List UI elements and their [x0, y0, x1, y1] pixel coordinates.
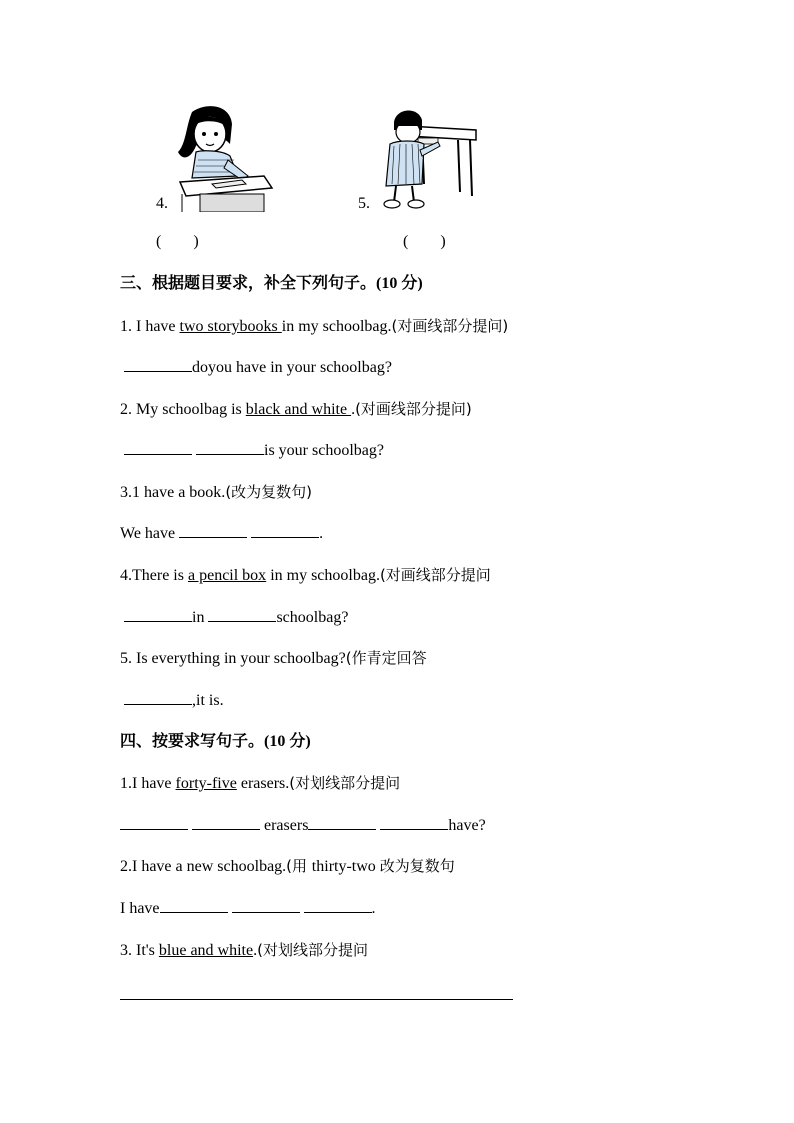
- s3-a5-text: ,it is.: [192, 692, 224, 709]
- s3-a1-text: doyou have in your schoolbag?: [192, 359, 392, 376]
- picture-5-number: 5.: [358, 195, 370, 212]
- s4-question-3: [120, 940, 368, 961]
- section-3-title: 三、根据题目要求，补全下列句子。: [120, 273, 377, 292]
- s4-q2-instruction-end: 改为复数句: [379, 857, 455, 875]
- s3-question-4: [120, 565, 491, 586]
- s3-q1-text: 1. I have: [120, 318, 180, 335]
- s4-a2-blank-2[interactable]: [232, 898, 300, 913]
- s4-answer-2: [120, 898, 376, 919]
- s3-q2-instruction: (对画线部分提问): [355, 400, 472, 418]
- s4-a1-blank-2[interactable]: [192, 815, 260, 830]
- picture-girl-at-desk: [172, 104, 274, 212]
- s3-answer-3: [120, 523, 323, 544]
- section-3-heading: [120, 273, 423, 294]
- s3-q4-text-end: in my schoolbag.: [266, 567, 380, 584]
- s3-a2-blank-2[interactable]: [196, 440, 264, 455]
- s4-answer-1: [120, 815, 486, 836]
- s3-answer-4: [124, 607, 348, 628]
- s3-a4-blank-1[interactable]: [124, 607, 192, 622]
- s3-q5-text: 5. Is everything in your schoolbag?: [120, 650, 346, 667]
- s3-a3-text-end: .: [319, 525, 324, 542]
- s3-a3-text: We have: [120, 525, 180, 542]
- s4-q2-instruction-start: (用: [286, 857, 312, 875]
- answer-bracket-4[interactable]: ( ): [156, 233, 199, 250]
- s3-question-5: [120, 648, 427, 669]
- s3-a4-text-end: schoolbag?: [276, 609, 349, 626]
- s3-a3-blank-2[interactable]: [251, 523, 319, 538]
- s3-question-3: [120, 482, 312, 503]
- s3-q1-underlined: two storybooks: [179, 318, 282, 335]
- s4-q3-text: 3. It's: [120, 942, 159, 959]
- s3-a4-text: in: [192, 609, 209, 626]
- s3-question-2: [120, 399, 472, 420]
- s4-question-2: [120, 856, 455, 877]
- s3-q1-text-end: in my schoolbag.: [281, 318, 392, 335]
- s4-a1-blank-4[interactable]: [380, 815, 448, 830]
- s3-a2-text: is your schoolbag?: [264, 442, 384, 459]
- s3-a1-blank[interactable]: [124, 357, 192, 372]
- s4-a2-text-end: .: [371, 900, 376, 917]
- s3-a5-blank[interactable]: [124, 690, 192, 705]
- section-4-points: (10 分): [264, 733, 311, 750]
- s4-question-1: [120, 773, 400, 794]
- s4-q1-text-end: erasers.: [236, 775, 290, 792]
- section-3-points: (10 分): [376, 275, 423, 292]
- s3-q3-text: 3.1 have a book.: [120, 484, 226, 501]
- s3-a4-blank-2[interactable]: [208, 607, 276, 622]
- s4-a3-answer-line[interactable]: [120, 999, 513, 1000]
- s4-a1-blank-1[interactable]: [120, 815, 188, 830]
- s4-q2-text: 2.I have a new schoolbag.: [120, 858, 287, 875]
- s3-answer-2: [124, 440, 384, 461]
- s4-a2-blank-3[interactable]: [304, 898, 372, 913]
- s3-question-1: [120, 316, 508, 337]
- girl-desk-illustration: [172, 104, 274, 212]
- s3-a2-blank-1[interactable]: [124, 440, 192, 455]
- s3-answer-5: [124, 690, 224, 711]
- s3-q3-instruction: (改为复数句): [225, 483, 313, 501]
- s4-q3-instruction: (对划线部分提问: [257, 941, 368, 959]
- s4-q1-instruction: (对划线部分提问: [289, 774, 401, 792]
- s3-a3-blank-1[interactable]: [179, 523, 247, 538]
- answer-bracket-5[interactable]: ( ): [403, 233, 446, 250]
- s4-a1-text-end: have?: [448, 817, 486, 834]
- picture-child-at-table: [372, 104, 478, 212]
- picture-4-number: 4.: [156, 195, 168, 212]
- s3-q4-text: 4.There is: [120, 567, 188, 584]
- s3-q2-text-end: .: [351, 401, 356, 418]
- s3-q2-text: 2. My schoolbag is: [120, 401, 246, 418]
- s4-a2-text: I have: [120, 900, 160, 917]
- section-4-heading: [120, 731, 311, 752]
- s3-q4-instruction: (对画线部分提问: [379, 566, 491, 584]
- s4-q1-underlined: forty-five: [175, 775, 237, 792]
- child-table-illustration: [372, 104, 478, 212]
- s4-a1-text: erasers: [260, 817, 309, 834]
- s4-a1-blank-3[interactable]: [308, 815, 376, 830]
- s3-q1-instruction: (对画线部分提问): [391, 317, 509, 335]
- s3-q4-underlined: a pencil box: [187, 567, 267, 584]
- s3-answer-1: [124, 357, 392, 378]
- s4-a2-blank-1[interactable]: [160, 898, 228, 913]
- section-4-title: 四、按要求写句子。: [120, 731, 265, 750]
- s3-q2-underlined: black and white: [245, 401, 352, 418]
- s4-q1-text: 1.I have: [120, 775, 176, 792]
- s4-q3-underlined: blue and white: [158, 942, 254, 959]
- s3-q5-instruction: (作青定回答: [345, 649, 427, 667]
- s4-q3-text-end: .: [253, 942, 258, 959]
- s4-q2-instruction-word: thirty-two: [311, 858, 380, 875]
